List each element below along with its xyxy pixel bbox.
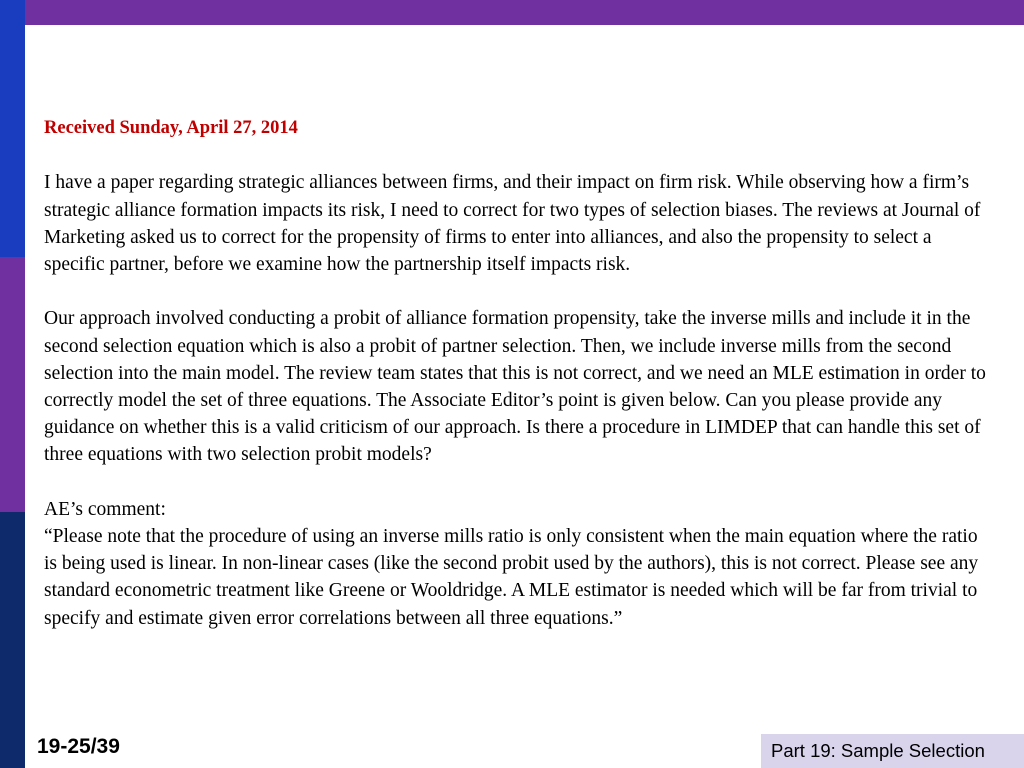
ae-comment-heading: AE’s comment: <box>44 498 166 520</box>
section-label: Part 19: Sample Selection <box>761 734 1024 768</box>
spacer <box>44 142 994 169</box>
received-date: Received Sunday, April 27, 2014 <box>44 118 298 138</box>
left-accent-bar <box>0 0 25 768</box>
left-bar-purple-segment <box>0 257 25 512</box>
slide-body <box>44 115 994 632</box>
spacer <box>44 469 994 496</box>
paragraph-approach: Our approach involved conducting a probit of alliance formation propensity, take the inverse mills and include it in the second selection equation which is also a probit of partner selection. Then, we include inverse mills from the second selection into the main model. The review team states that this is not correct, and we need an MLE estimation in order to correctly model the set of three equations. The Associate Editor’s point is given below. Can you please provide any guidance on whether this is a valid criticism of our approach. Is there a procedure in LIMDEP that can handle this set of three equations with two selection probit models? <box>44 308 986 466</box>
top-accent-bar <box>25 0 1024 25</box>
left-bar-blue-segment <box>0 0 25 257</box>
ae-comment-quote: “Please note that the procedure of using an inverse mills ratio is only consistent when the main equation where the ratio is being used is linear. In non-linear cases (like the second probit used by the authors), this is not correct. Please see any standard econometric treatment like Greene or Wooldridge. A MLE estimator is needed which will be far from trivial to specify and estimate given error correlations between all three equations.” <box>44 525 979 629</box>
spacer <box>44 278 994 305</box>
page-number: 19-25/39 <box>37 735 120 758</box>
paragraph-question: I have a paper regarding strategic alliances between firms, and their impact on firm risk. While observing how a firm’s strategic alliance formation impacts its risk, I need to correct for two types of selection biases. The reviews at Journal of Marketing asked us to correct for the propensity of firms to enter into alliances, and also the propensity to select a specific partner, before we examine how the partnership itself impacts risk. <box>44 172 981 275</box>
left-bar-navy-segment <box>0 512 25 768</box>
